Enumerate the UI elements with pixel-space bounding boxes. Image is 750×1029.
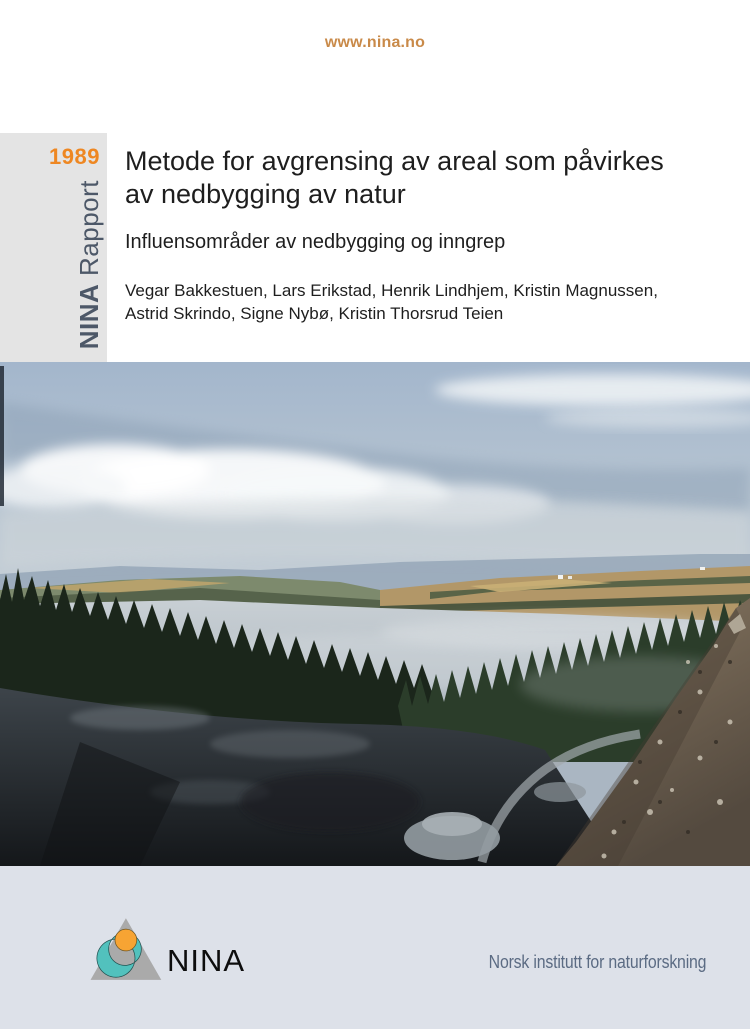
report-subtitle: Influensområder av nedbygging og inngrep (125, 231, 506, 253)
author-list-line-2: Astrid Skrindo, Signe Nybø, Kristin Thorsrud Teien (125, 304, 504, 323)
footer (0, 866, 750, 1029)
report-title (125, 145, 664, 211)
report-title-line-1: Metode for avgrensing av areal som påvirkes (125, 146, 664, 176)
logo-wordmark: NINA (167, 943, 246, 978)
report-title-line-2: av nedbygging av natur (125, 179, 406, 209)
nina-logo-icon (86, 912, 164, 988)
series-label (74, 180, 105, 349)
website-url[interactable]: www.nina.no (324, 34, 426, 51)
cover-photo (0, 362, 750, 866)
series-label-regular: Rapport (74, 179, 104, 276)
top-header (0, 0, 750, 133)
series-strip (0, 133, 107, 362)
title-block (107, 133, 684, 362)
title-band (0, 133, 750, 362)
institute-name: Norsk institutt for naturforskning (488, 952, 706, 972)
series-label-bold: NINA (74, 283, 104, 349)
photo-edge-artifact (0, 366, 4, 506)
cover-photo-illustration (0, 362, 750, 866)
author-list (125, 279, 664, 325)
author-list-line-1: Vegar Bakkestuen, Lars Erikstad, Henrik Lindhjem, Kristin Magnussen, (125, 281, 658, 300)
report-number: 1989 (49, 144, 100, 169)
nina-logo (86, 912, 245, 988)
logo-sun (115, 929, 137, 951)
